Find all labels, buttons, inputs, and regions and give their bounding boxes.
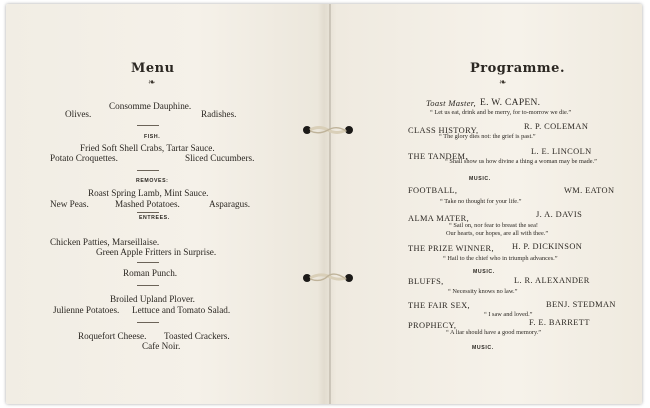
toast-title: FOOTBALL, <box>408 186 458 195</box>
quote: “ Hail to the chief who in triumph advances.” <box>443 255 558 262</box>
menu-item: Fried Soft Shell Crabs, Tartar Sauce. <box>80 143 215 153</box>
menu-item: Green Apple Fritters in Surprise. <box>96 247 217 257</box>
quote: “ Necessity knows no law.” <box>448 288 518 295</box>
toast-title: ALMA MATER, <box>408 214 470 223</box>
menu-item: Olives. <box>65 109 92 119</box>
music-label: MUSIC. <box>472 345 494 351</box>
menu-item: Julienne Potatoes. <box>53 305 120 315</box>
toast-title: CLASS HISTORY, <box>408 126 479 135</box>
leaf-ornament-icon: ❧ <box>499 77 507 87</box>
toast-title: PROPHECY, <box>408 321 457 330</box>
menu-item: Sliced Cucumbers. <box>185 153 255 163</box>
course-label-removes: REMOVES: <box>136 178 169 184</box>
quote: “ The glory dies not: the grief is past.” <box>439 133 536 140</box>
divider <box>137 285 159 286</box>
center-fold <box>329 4 331 404</box>
menu-item: Toasted Crackers. <box>164 331 230 341</box>
divider <box>137 170 159 171</box>
quote: “ Let us eat, drink and be merry, for to-morrow we die.” <box>430 109 572 116</box>
menu-item: Consomme Dauphine. <box>109 101 192 111</box>
programme-heading: Programme. <box>470 61 565 76</box>
course-label-entrees: ENTREES. <box>139 215 170 221</box>
menu-item: Broiled Upland Plover. <box>110 294 195 304</box>
menu-item: Roast Spring Lamb, Mint Sauce. <box>88 188 209 198</box>
quote: “ A liar should have a good memory.” <box>446 329 542 336</box>
quote: “ I saw and loved.” <box>484 311 533 318</box>
toast-title: THE TANDEM, <box>408 152 468 161</box>
menu-item: Lettuce and Tomato Salad. <box>132 305 231 315</box>
toastmaster-title: Toast Master, <box>426 98 476 108</box>
toast-speaker: R. P. COLEMAN <box>524 122 589 131</box>
toast-speaker: J. A. DAVIS <box>536 210 583 219</box>
toast-speaker: F. E. BARRETT <box>529 318 590 327</box>
menu-item: Roquefort Cheese. <box>78 331 147 341</box>
quote: “ Sail on, nor fear to breast the sea! <box>449 222 538 229</box>
quote: “ Shall show us how divine a thing a woman may be made.” <box>445 158 597 165</box>
menu-item: Cafe Noir. <box>142 341 181 351</box>
divider <box>137 262 159 263</box>
toast-speaker: L. R. ALEXANDER <box>514 276 590 285</box>
music-label: MUSIC. <box>473 269 495 275</box>
menu-card <box>6 4 642 404</box>
menu-page <box>6 4 328 404</box>
menu-item: Asparagus. <box>209 199 251 209</box>
course-label-fish: FISH. <box>144 134 161 140</box>
toast-title: THE FAIR SEX, <box>408 301 471 310</box>
toast-title: THE PRIZE WINNER, <box>408 244 494 253</box>
menu-item: Mashed Potatoes. <box>115 199 180 209</box>
menu-item: Radishes. <box>201 109 237 119</box>
toast-speaker: L. E. LINCOLN <box>531 147 592 156</box>
divider <box>137 212 159 213</box>
divider <box>137 322 159 323</box>
menu-item: Chicken Patties, Marseillaise. <box>50 237 160 247</box>
toast-speaker: H. P. DICKINSON <box>512 242 583 251</box>
quote: Our hearts, our hopes, are all with thee.” <box>446 230 549 237</box>
menu-item: Potato Croquettes. <box>50 153 118 163</box>
toast-speaker: BENJ. STEDMAN <box>546 300 616 309</box>
toast-speaker: WM. EATON <box>564 186 615 195</box>
leaf-ornament-icon: ❧ <box>148 77 156 87</box>
music-label: MUSIC. <box>469 176 491 182</box>
toastmaster-name: E. W. CAPEN. <box>480 98 541 108</box>
toast-title: BLUFFS, <box>408 277 444 286</box>
menu-heading: Menu <box>131 61 175 76</box>
menu-item: Roman Punch. <box>123 268 178 278</box>
divider <box>137 125 159 126</box>
menu-item: New Peas. <box>50 199 89 209</box>
programme-page <box>332 4 642 404</box>
quote: “ Take no thought for your life.” <box>440 198 522 205</box>
